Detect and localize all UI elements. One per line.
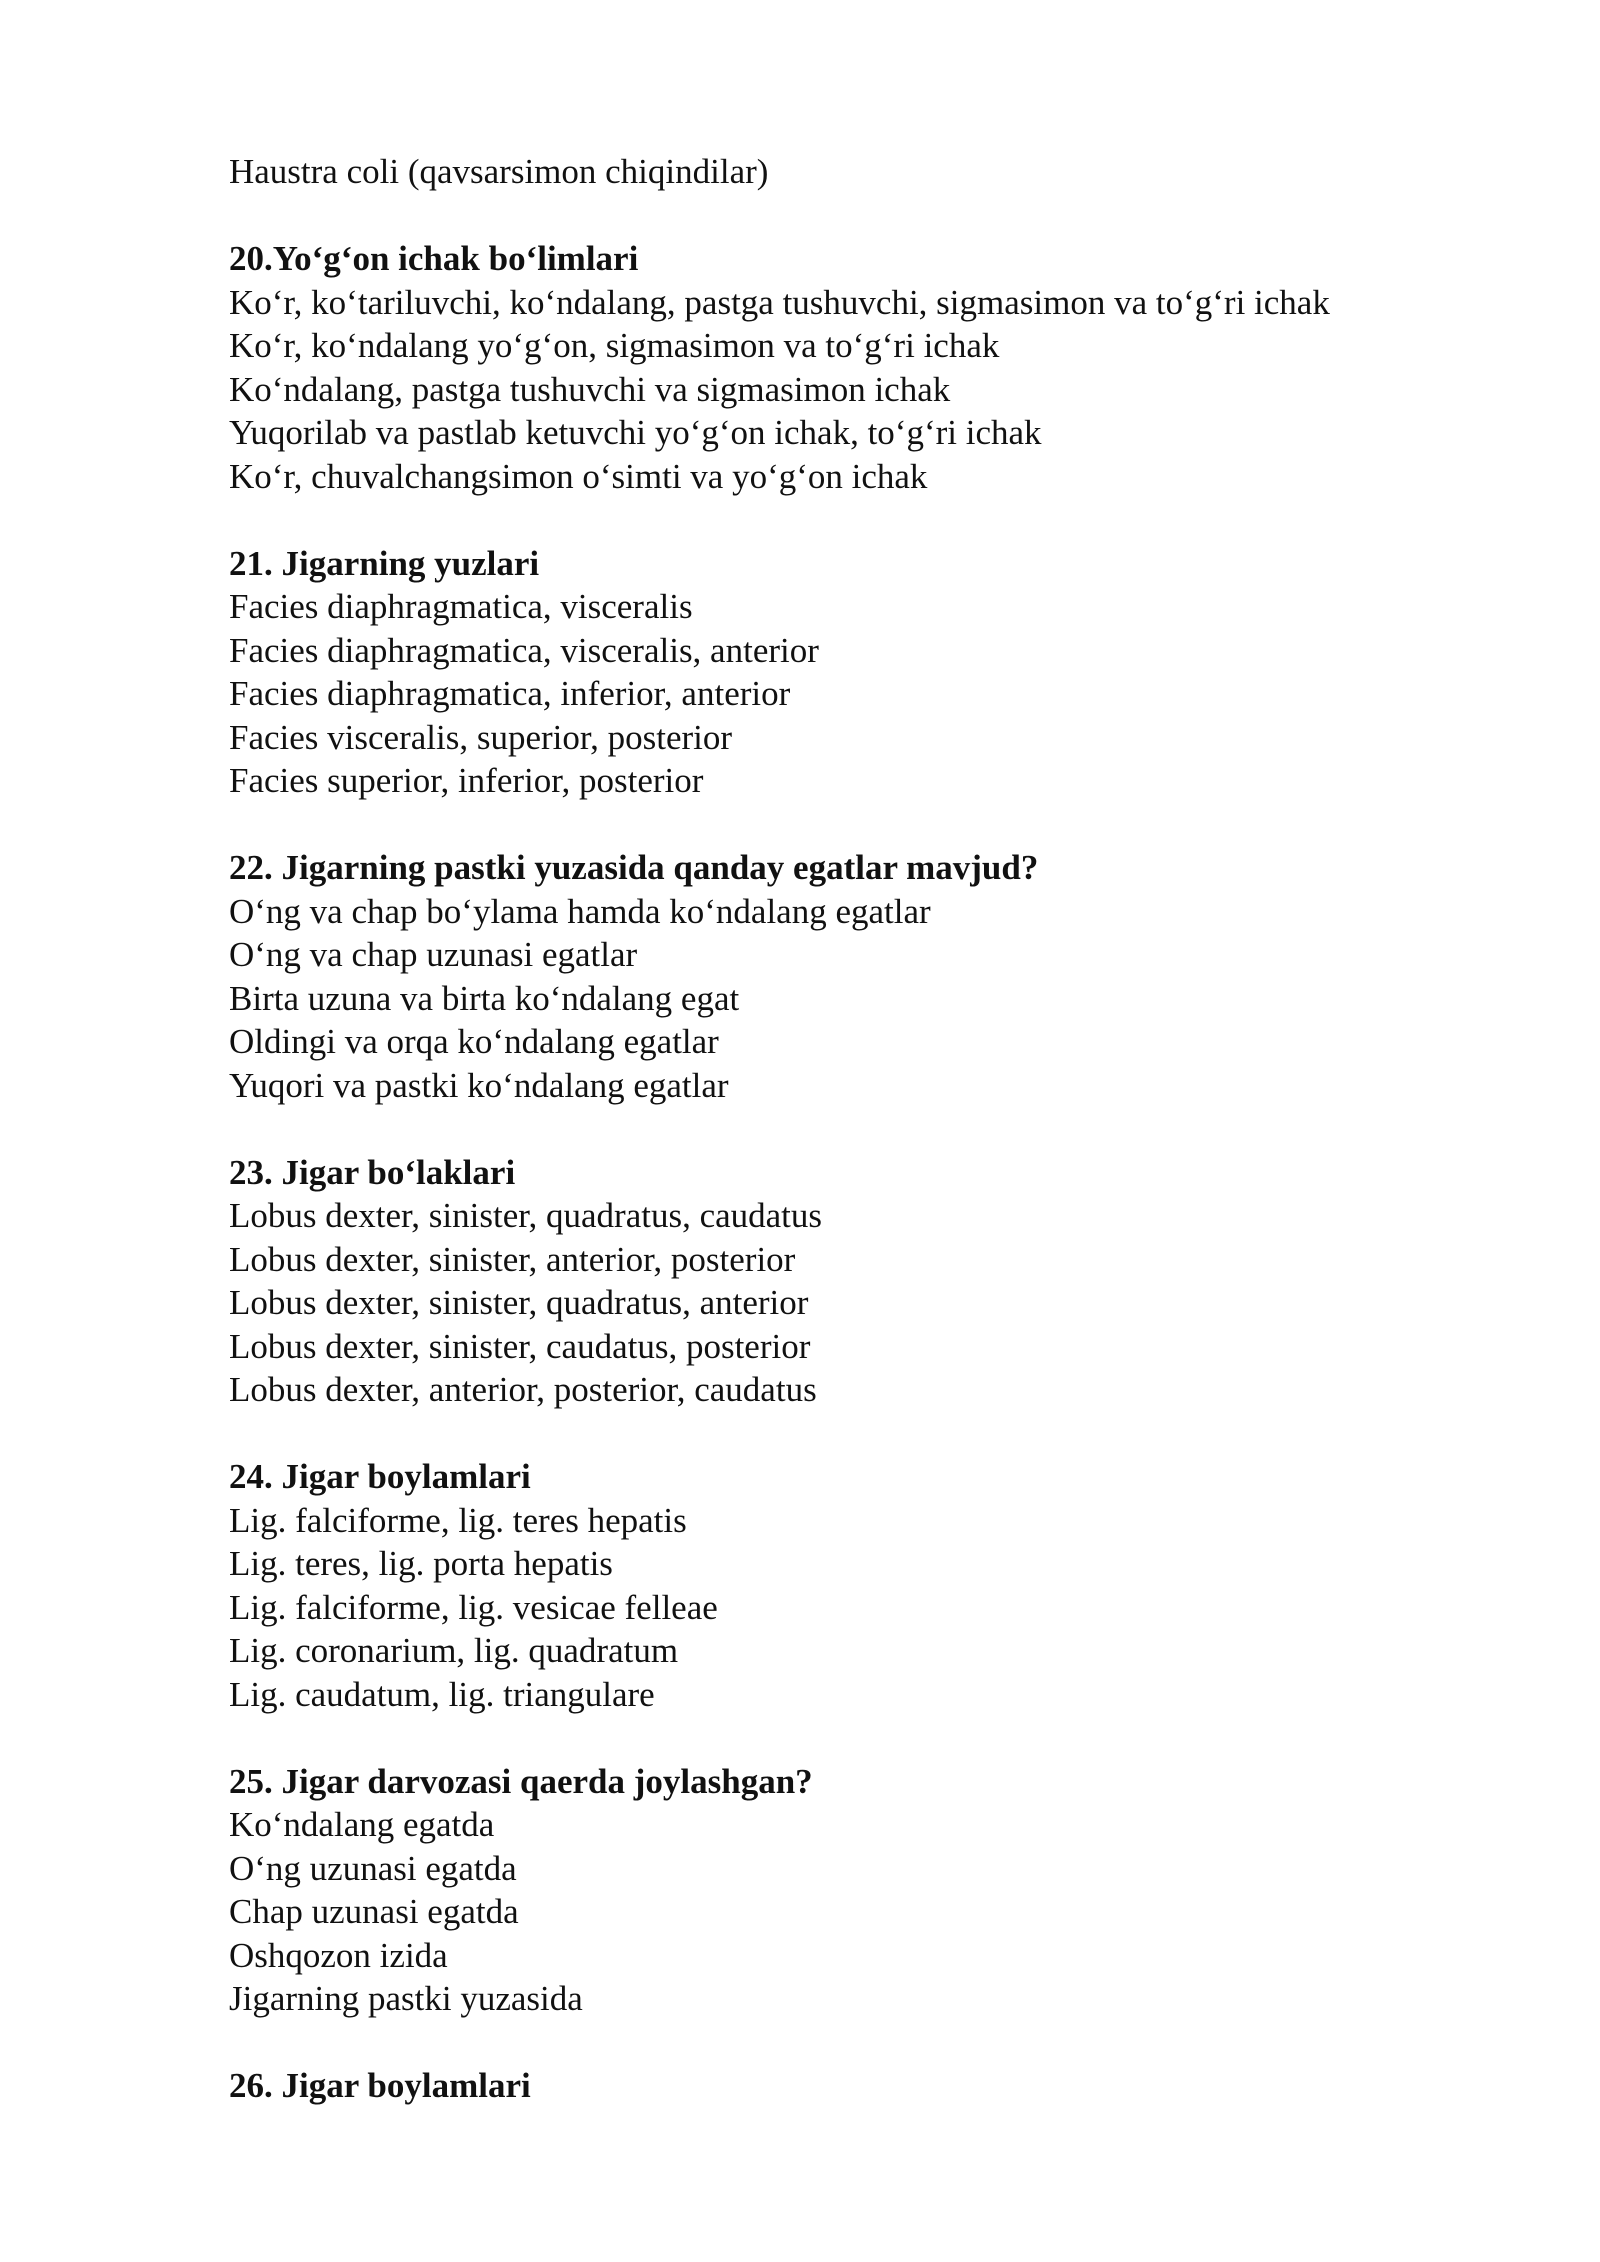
intro-line: Haustra coli (qavsarsimon chiqindilar) [229, 152, 769, 191]
answer-option: Ko‘ndalang egatda [229, 1805, 495, 1844]
spacer [229, 1107, 1529, 1151]
question-block [229, 1760, 1529, 2021]
question-heading: 20.Yo‘g‘on ichak bo‘limlari [229, 239, 639, 278]
answer-option: Yuqorilab va pastlab ketuvchi yo‘g‘on ichak, to‘g‘ri ichak [229, 413, 1042, 452]
question-block [229, 2064, 1529, 2108]
spacer [229, 2021, 1529, 2065]
question-heading: 22. Jigarning pastki yuzasida qanday egatlar mavjud? [229, 848, 1039, 887]
question-block [229, 1151, 1529, 1412]
answer-option: O‘ng va chap uzunasi egatlar [229, 935, 638, 974]
answer-option: Chap uzunasi egatda [229, 1892, 519, 1931]
question-block [229, 542, 1529, 803]
spacer [229, 498, 1529, 542]
question-block [229, 846, 1529, 1107]
answer-option: Ko‘r, ko‘ndalang yo‘g‘on, sigmasimon va to‘g‘ri ichak [229, 326, 1000, 365]
answer-option: O‘ng va chap bo‘ylama hamda ko‘ndalang egatlar [229, 891, 931, 931]
answer-option: Lobus dexter, sinister, anterior, posterior [229, 1239, 796, 1279]
answer-option: Birta uzuna va birta ko‘ndalang egat [229, 978, 740, 1018]
question-block [229, 237, 1529, 498]
answer-option: O‘ng uzunasi egatda [229, 1848, 517, 1888]
answer-option: Lig. teres, lig. porta hepatis [229, 1544, 613, 1583]
answer-option: Ko‘r, chuvalchangsimon o‘simti va yo‘g‘on ichak [229, 456, 928, 496]
spacer [229, 1412, 1529, 1456]
spacer [229, 194, 1529, 238]
answer-option: Lobus dexter, sinister, quadratus, anterior [229, 1283, 809, 1322]
answer-option: Facies superior, inferior, posterior [229, 761, 704, 800]
answer-option: Lig. caudatum, lig. triangulare [229, 1674, 655, 1714]
answer-option: Facies visceralis, superior, posterior [229, 717, 733, 757]
answer-option: Facies diaphragmatica, visceralis [229, 587, 693, 626]
question-heading: 26. Jigar boylamlari [229, 2066, 531, 2105]
question-block [229, 1455, 1529, 1716]
question-heading: 21. Jigarning yuzlari [229, 543, 540, 583]
answer-option: Facies diaphragmatica, inferior, anterior [229, 674, 791, 713]
answer-option: Oshqozon izida [229, 1935, 448, 1975]
answer-option: Jigarning pastki yuzasida [229, 1979, 583, 2018]
spacer [229, 803, 1529, 847]
answer-option: Facies diaphragmatica, visceralis, anterior [229, 630, 819, 670]
answer-option: Oldingi va orqa ko‘ndalang egatlar [229, 1022, 719, 1061]
question-heading: 23. Jigar bo‘laklari [229, 1152, 516, 1192]
question-heading: 24. Jigar boylamlari [229, 1457, 531, 1496]
question-heading: 25. Jigar darvozasi qaerda joylashgan? [229, 1761, 813, 1801]
answer-option: Yuqori va pastki ko‘ndalang egatlar [229, 1065, 729, 1105]
answer-option: Lobus dexter, sinister, quadratus, caudatus [229, 1196, 823, 1235]
answer-option: Lig. coronarium, lig. quadratum [229, 1631, 679, 1670]
spacer [229, 1716, 1529, 1760]
answer-option: Lobus dexter, sinister, caudatus, posterior [229, 1326, 811, 1366]
answer-option: Ko‘r, ko‘tariluvchi, ko‘ndalang, pastga tushuvchi, sigmasimon va to‘g‘ri ichak [229, 282, 1330, 322]
answer-option: Lig. falciforme, lig. teres hepatis [229, 1500, 687, 1540]
answer-option: Lig. falciforme, lig. vesicae felleae [229, 1587, 718, 1627]
answer-option: Ko‘ndalang, pastga tushuvchi va sigmasimon ichak [229, 369, 951, 409]
document-page [229, 150, 1529, 2108]
answer-option: Lobus dexter, anterior, posterior, caudatus [229, 1370, 817, 1409]
